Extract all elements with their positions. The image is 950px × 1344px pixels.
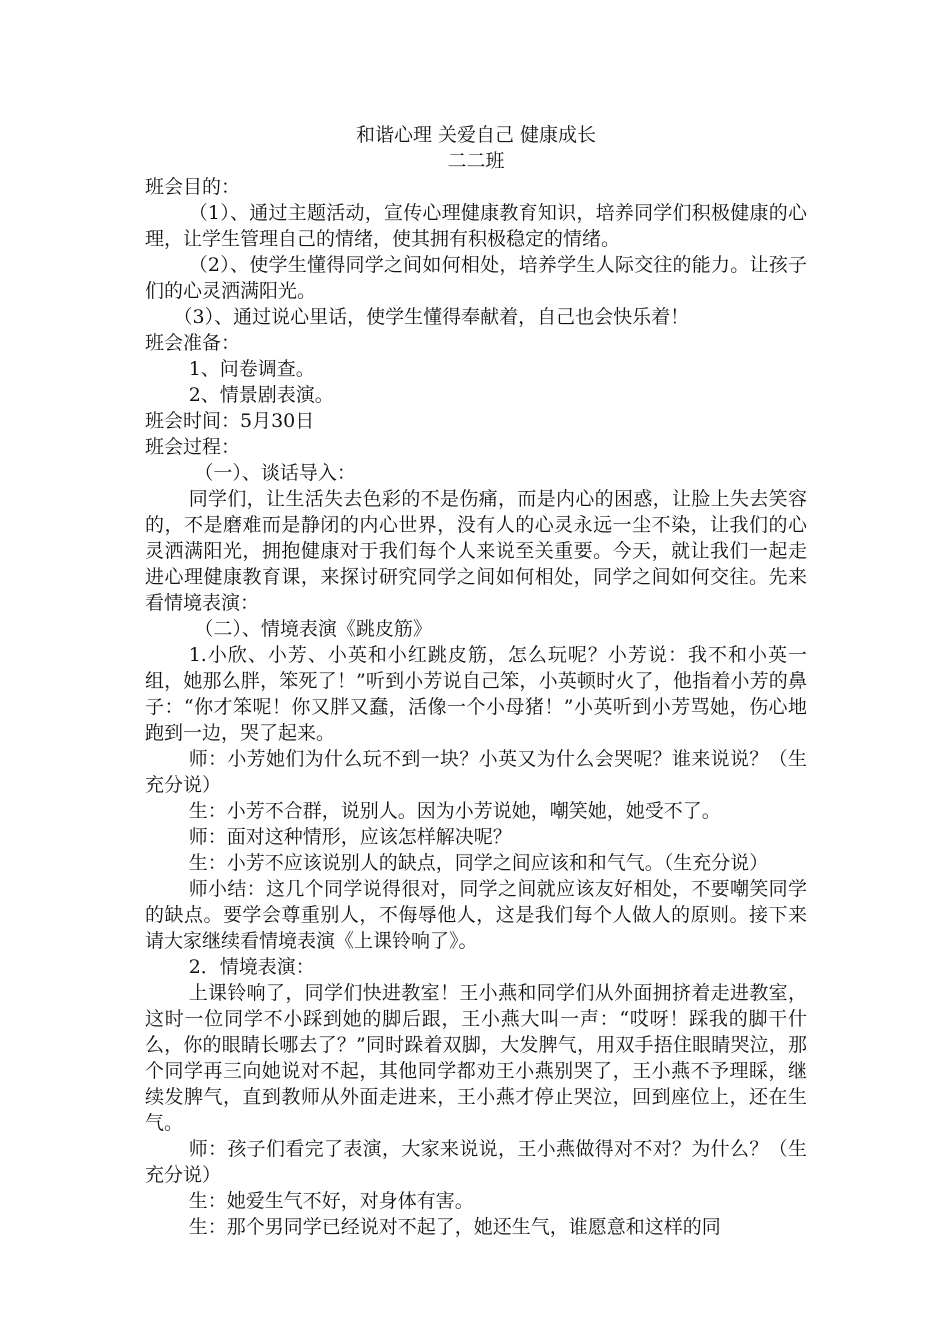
paragraph: 2．情境表演： — [188, 956, 315, 978]
paragraph: 生：小芳不合群，说别人。因为小芳说她，嘲笑她，她受不了。 — [188, 800, 721, 822]
paragraph: 1.小欣、小芳、小英和小红跳皮筋，怎么玩呢？小芳说：我不和小英一组，她那么胖，笨死了！”听到小芳说自己笨，小英顿时火了，他指着小芳的鼻子：“你才笨呢！你又胖又蠢，活像一个小母猪！”小英听到小芳骂她，伤心地跑到一边，哭了起来。 — [145, 644, 807, 744]
subsection-heading: （二）、情境表演《跳皮筋》 — [194, 618, 432, 640]
section-heading-preparation: 班会准备： — [145, 332, 241, 354]
paragraph: 生：她爱生气不好，对身体有害。 — [188, 1190, 474, 1212]
paragraph: （3）、通过说心里话，使学生懂得奉献着，自己也会快乐着！ — [173, 306, 690, 328]
paragraph: 上课铃响了，同学们快进教室！王小燕和同学们从外面拥挤着走进教室，这时一位同学不小踩到她的脚后跟，王小燕大叫一声：“哎呀！踩我的脚干什么，你的眼睛长哪去了？”同时跺着双脚，大发脾气，用双手捂住眼睛哭泣，那个同学再三向她说对不起，其他同学都劝王小燕别哭了，王小燕不予理睬，继续发脾气，直到教师从外面走进来，王小燕才停止哭泣，回到座位上，还在生气。 — [145, 982, 807, 1134]
paragraph: 师小结：这几个同学说得很对，同学之间就应该友好相处，不要嘲笑同学的缺点。要学会尊重别人，不侮辱他人，这是我们每个人做人的原则。接下来请大家继续看情境表演《上课铃响了》。 — [145, 878, 807, 952]
paragraph: （1）、通过主题活动，宣传心理健康教育知识，培养同学们积极健康的心理，让学生管理自己的情绪，使其拥有积极稳定的情绪。 — [145, 202, 807, 250]
paragraph: 师：孩子们看完了表演，大家来说说，王小燕做得对不对？为什么？（生充分说） — [145, 1138, 807, 1186]
subsection-heading: （一）、谈话导入： — [194, 462, 356, 484]
section-heading-purpose: 班会目的： — [145, 176, 241, 198]
paragraph: 同学们，让生活失去色彩的不是伤痛，而是内心的困惑，让脸上失去笑容的，不是磨难而是静闭的内心世界，没有人的心灵永远一尘不染，让我们的心灵洒满阳光，拥抱健康对于我们每个人来说至关重要。今天，就让我们一起走进心理健康教育课，来探讨研究同学之间如何相处，同学之间如何交往。先来看情境表演： — [145, 488, 807, 614]
paragraph: 师：面对这种情形，应该怎样解决呢？ — [188, 826, 512, 848]
section-heading-time: 班会时间：5月30日 — [145, 410, 315, 432]
paragraph: 生：那个男同学已经说对不起了，她还生气，谁愿意和这样的同 — [188, 1216, 721, 1238]
class-name: 二二班 — [447, 150, 505, 172]
paragraph: （2）、使学生懂得同学之间如何相处，培养学生人际交往的能力。让孩子们的心灵洒满阳光。 — [145, 254, 807, 302]
page-title: 和谐心理 关爱自己 健康成长 — [355, 124, 597, 146]
section-heading-process: 班会过程： — [145, 436, 241, 458]
paragraph: 2、情景剧表演。 — [188, 384, 334, 406]
paragraph: 生：小芳不应该说别人的缺点，同学之间应该和和气气。（生充分说） — [188, 852, 769, 874]
paragraph: 师：小芳她们为什么玩不到一块？小英又为什么会哭呢？谁来说说？（生充分说） — [145, 748, 807, 796]
paragraph: 1、问卷调查。 — [188, 358, 315, 380]
document-body — [145, 122, 807, 1240]
